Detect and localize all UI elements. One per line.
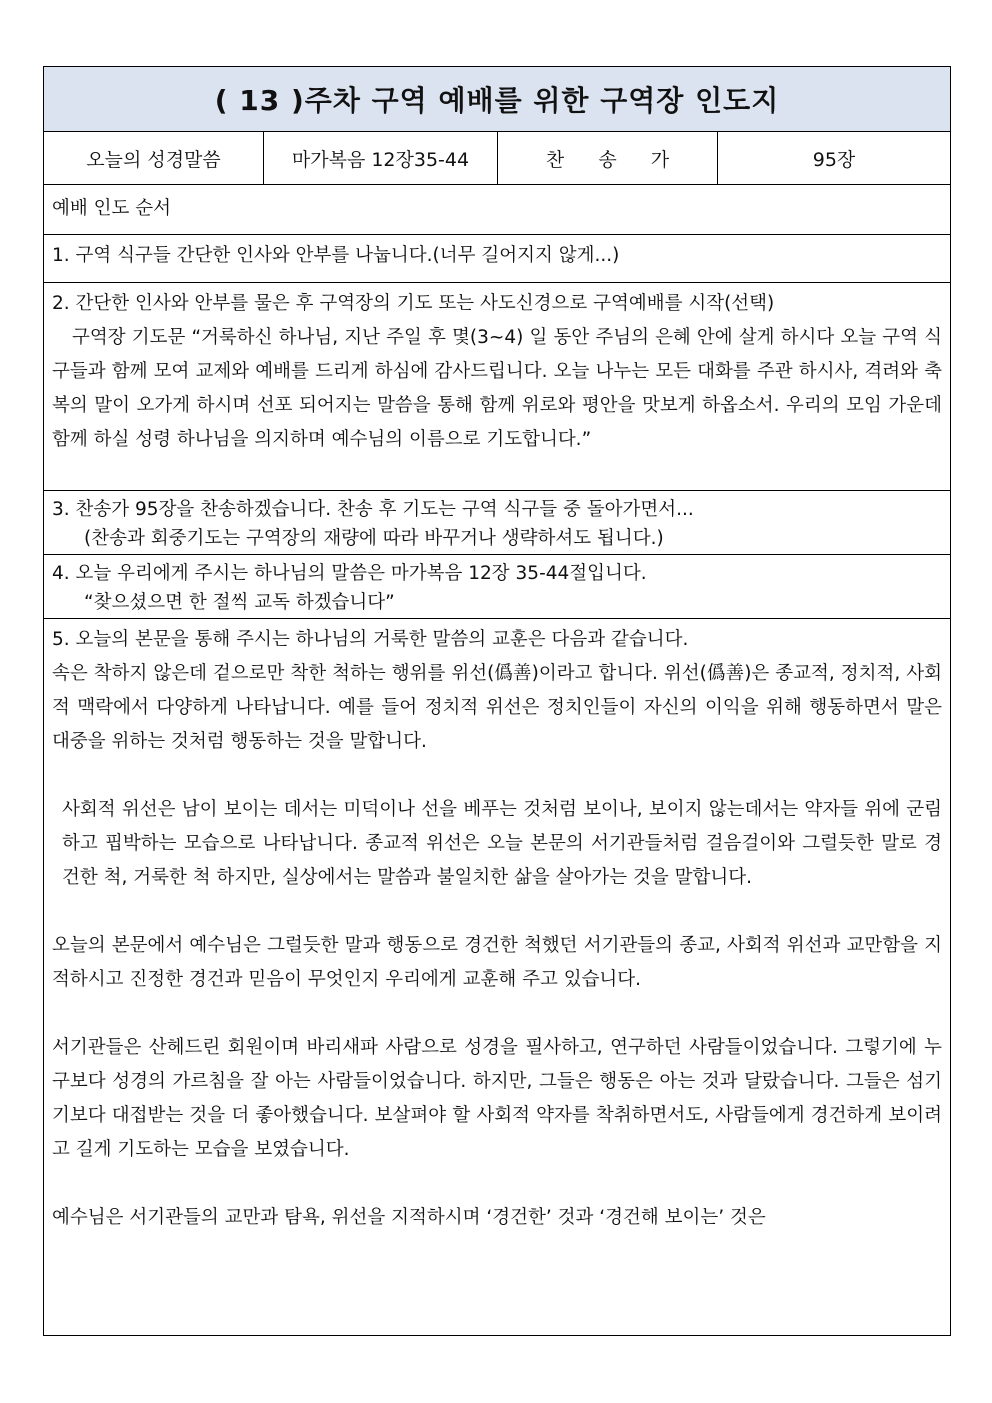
- step-5-paragraph-4: 서기관들은 산헤드린 회원이며 바리새파 사람으로 성경을 필사하고, 연구하던 사람들이었습니다. 그렇기에 누구보다 성경의 가르침을 잘 아는 사람들이었습니다. 하지만, 그들은 행동은 아는 것과 달랐습니다. 그들은 섬기기보다 대접받는 것을 더 좋아했습니다. 보살펴야 할 사회적 약자를 착취하면서도, 사람들에게 경건하게 보이려고 길게 기도하는 모습을 보였습니다.: [52, 1037, 942, 1160]
- step-4-heading: 4. 오늘 우리에게 주시는 하나님의 말씀은 마가복음 12장 35-44절입니다.: [52, 563, 647, 584]
- step-3-row: [44, 491, 950, 555]
- step-1-row: [44, 235, 950, 283]
- step-2-prayer-text: 구역장 기도문 “거룩하신 하나님, 지난 주일 후 몇(3~4) 일 동안 주님의 은혜 안에 살게 하시다 오늘 구역 식구들과 함께 모여 교제와 예배를 드리게 하심에 감사드립니다. 오늘 나누는 모든 대화를 주관 하시사, 격려와 축복의 말이 오가게 하시며 선포 되어지는 말씀을 통해 함께 위로와 평안을 맛보게 하옵소서. 우리의 모임 가운데 함께 하실 성령 하나님을 의지하며 예수님의 이름으로 기도합니다.”: [52, 327, 942, 450]
- step-5-paragraph-5: 예수님은 서기관들의 교만과 탐욕, 위선을 지적하시며 ‘경건한’ 것과 ‘경건해 보이는’ 것은: [52, 1207, 766, 1228]
- order-heading: 예배 인도 순서: [52, 198, 171, 219]
- step-4-quote: “찾으셨으면 한 절씩 교독 하겠습니다”: [84, 592, 395, 613]
- scripture-label: 오늘의 성경말씀: [44, 132, 264, 184]
- step-5-heading: 5. 오늘의 본문을 통해 주시는 하나님의 거룩한 말씀의 교훈은 다음과 같습니다.: [52, 629, 689, 650]
- step-1-text: 1. 구역 식구들 간단한 인사와 안부를 나눕니다.(너무 길어지지 않게...): [52, 245, 620, 266]
- step-2-heading: 2. 간단한 인사와 안부를 물은 후 구역장의 기도 또는 사도신경으로 구역예배를 시작(선택): [52, 293, 775, 314]
- order-heading-row: [44, 185, 950, 235]
- paragraph-gap: [52, 1167, 942, 1201]
- step-5-paragraph-2: 사회적 위선은 남이 보이는 데서는 미덕이나 선을 베푸는 것처럼 보이나, 보이지 않는데서는 약자들 위에 군림하고 핍박하는 모습으로 나타납니다. 종교적 위선은 오늘 본문의 서기관들처럼 걸음걸이와 그럴듯한 말로 경건한 척, 거룩한 척 하지만, 실상에서는 말씀과 불일치한 삶을 살아가는 것을 말합니다.: [62, 799, 942, 888]
- step-2-prayer: [52, 321, 942, 457]
- step-2-row: [44, 283, 950, 491]
- step-5-row: [44, 619, 950, 1336]
- hymn-value: 95장: [812, 148, 856, 171]
- title-row: [44, 67, 950, 132]
- paragraph-gap: [52, 759, 942, 793]
- step-3-heading: 3. 찬송가 95장을 찬송하겠습니다. 찬송 후 기도는 구역 식구들 중 돌아가면서...: [52, 499, 694, 520]
- step-5-paragraph-3: 오늘의 본문에서 예수님은 그럴듯한 말과 행동으로 경건한 척했던 서기관들의 종교, 사회적 위선과 교만함을 지적하시고 진정한 경건과 믿음이 무엇인지 우리에게 교훈해 주고 있습니다.: [52, 935, 942, 990]
- paragraph-gap: [52, 895, 942, 929]
- scripture-value: 마가복음 12장35-44: [264, 132, 498, 184]
- hymn-label: 찬 송 가: [498, 132, 718, 184]
- worship-guide-table: [43, 66, 951, 1336]
- step-4-row: [44, 555, 950, 619]
- step-5-paragraph-1: 속은 착하지 않은데 겉으로만 착한 척하는 행위를 위선(僞善)이라고 합니다. 위선(僞善)은 종교적, 정치적, 사회적 맥락에서 다양하게 나타납니다. 예를 들어 정치적 위선은 정치인들이 자신의 이익을 위해 행동하면서 말은 대중을 위하는 것처럼 행동하는 것을 말합니다.: [52, 663, 942, 752]
- info-row: [44, 132, 950, 185]
- page-title: ( 13 )주차 구역 예배를 위한 구역장 인도지: [214, 84, 780, 117]
- step-3-note: (찬송과 회중기도는 구역장의 재량에 따라 바꾸거나 생략하셔도 됩니다.): [84, 528, 664, 549]
- paragraph-gap: [52, 997, 942, 1031]
